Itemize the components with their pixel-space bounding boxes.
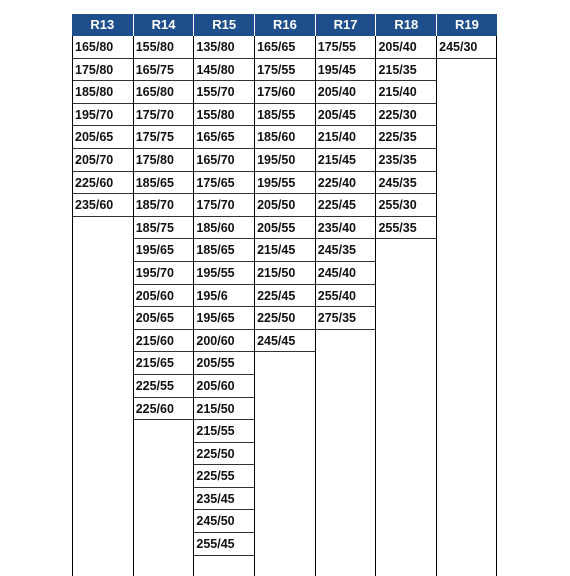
column-body [315, 36, 376, 576]
size-cell: 135/80 [194, 36, 254, 59]
size-cell: 215/40 [376, 81, 436, 104]
size-cell: 215/35 [376, 59, 436, 82]
column-body [133, 36, 194, 576]
size-cell: 225/60 [73, 172, 133, 195]
size-cell: 155/70 [194, 81, 254, 104]
size-cell: 275/35 [316, 307, 376, 330]
column-header: R17 [315, 14, 376, 36]
column-body [254, 36, 315, 576]
size-cell: 255/40 [316, 285, 376, 308]
size-cell: 205/50 [255, 194, 315, 217]
size-cell: 185/70 [134, 194, 194, 217]
size-cell: 185/60 [194, 217, 254, 240]
size-cell: 235/60 [73, 194, 133, 217]
size-cell: 195/70 [134, 262, 194, 285]
size-cell: 245/35 [376, 172, 436, 195]
size-cell: 245/30 [437, 36, 496, 59]
size-cell: 195/45 [316, 59, 376, 82]
size-cell: 175/75 [134, 126, 194, 149]
size-cell: 165/70 [194, 149, 254, 172]
column-r14 [133, 14, 194, 576]
column-header: R14 [133, 14, 194, 36]
size-cell: 175/60 [255, 81, 315, 104]
column-r19 [436, 14, 497, 576]
size-cell: 185/65 [194, 239, 254, 262]
size-cell: 255/30 [376, 194, 436, 217]
size-cell: 175/55 [255, 59, 315, 82]
size-cell: 225/45 [316, 194, 376, 217]
size-cell: 225/55 [134, 375, 194, 398]
column-header: R18 [375, 14, 436, 36]
column-header: R16 [254, 14, 315, 36]
size-cell: 205/65 [73, 126, 133, 149]
size-cell: 205/60 [134, 285, 194, 308]
column-r17 [315, 14, 376, 576]
size-cell: 245/40 [316, 262, 376, 285]
size-cell: 255/35 [376, 217, 436, 240]
size-cell: 165/65 [255, 36, 315, 59]
size-cell: 165/75 [134, 59, 194, 82]
size-cell: 200/60 [194, 330, 254, 353]
size-cell: 225/60 [134, 398, 194, 421]
size-cell: 195/55 [194, 262, 254, 285]
size-cell: 215/55 [194, 420, 254, 443]
size-cell: 175/80 [134, 149, 194, 172]
size-cell: 205/55 [194, 352, 254, 375]
size-cell: 175/70 [134, 104, 194, 127]
size-cell: 215/65 [134, 352, 194, 375]
size-cell: 215/40 [316, 126, 376, 149]
size-cell: 165/65 [194, 126, 254, 149]
size-cell: 195/55 [255, 172, 315, 195]
size-cell: 195/70 [73, 104, 133, 127]
size-cell: 215/60 [134, 330, 194, 353]
size-cell: 145/80 [194, 59, 254, 82]
size-cell: 225/45 [255, 285, 315, 308]
size-cell: 175/55 [316, 36, 376, 59]
size-cell: 165/80 [134, 81, 194, 104]
size-cell: 235/35 [376, 149, 436, 172]
column-r16 [254, 14, 315, 576]
size-cell: 245/45 [255, 330, 315, 353]
size-cell: 205/70 [73, 149, 133, 172]
size-cell: 185/75 [134, 217, 194, 240]
size-cell: 175/70 [194, 194, 254, 217]
size-cell: 215/50 [194, 398, 254, 421]
size-cell: 185/55 [255, 104, 315, 127]
size-cell: 245/50 [194, 510, 254, 533]
size-cell: 235/45 [194, 488, 254, 511]
column-r15 [193, 14, 254, 576]
size-cell: 175/80 [73, 59, 133, 82]
size-cell: 175/65 [194, 172, 254, 195]
size-cell: 255/45 [194, 533, 254, 556]
column-r18 [375, 14, 436, 576]
size-cell: 205/45 [316, 104, 376, 127]
column-header: R19 [436, 14, 497, 36]
size-cell: 195/6 [194, 285, 254, 308]
size-cell: 205/40 [376, 36, 436, 59]
column-body [375, 36, 436, 576]
size-cell: 225/30 [376, 104, 436, 127]
size-cell: 235/40 [316, 217, 376, 240]
size-cell: 245/35 [316, 239, 376, 262]
size-cell: 155/80 [134, 36, 194, 59]
size-cell: 205/55 [255, 217, 315, 240]
size-cell: 225/50 [255, 307, 315, 330]
size-cell: 215/50 [255, 262, 315, 285]
size-cell: 205/60 [194, 375, 254, 398]
size-cell: 225/55 [194, 465, 254, 488]
tire-size-table [72, 14, 497, 576]
size-cell: 185/80 [73, 81, 133, 104]
size-cell: 155/80 [194, 104, 254, 127]
size-cell: 195/65 [194, 307, 254, 330]
column-body [436, 36, 497, 576]
column-header: R15 [193, 14, 254, 36]
size-cell: 185/65 [134, 172, 194, 195]
size-cell: 215/45 [316, 149, 376, 172]
column-r13 [72, 14, 133, 576]
size-cell: 205/65 [134, 307, 194, 330]
column-body [72, 36, 133, 576]
size-cell: 195/50 [255, 149, 315, 172]
size-cell: 225/40 [316, 172, 376, 195]
size-cell: 185/60 [255, 126, 315, 149]
column-header: R13 [72, 14, 133, 36]
size-cell: 195/65 [134, 239, 194, 262]
size-cell: 165/80 [73, 36, 133, 59]
size-cell: 225/50 [194, 443, 254, 466]
column-body [193, 36, 254, 576]
size-cell: 225/35 [376, 126, 436, 149]
size-cell: 215/45 [255, 239, 315, 262]
size-cell: 205/40 [316, 81, 376, 104]
